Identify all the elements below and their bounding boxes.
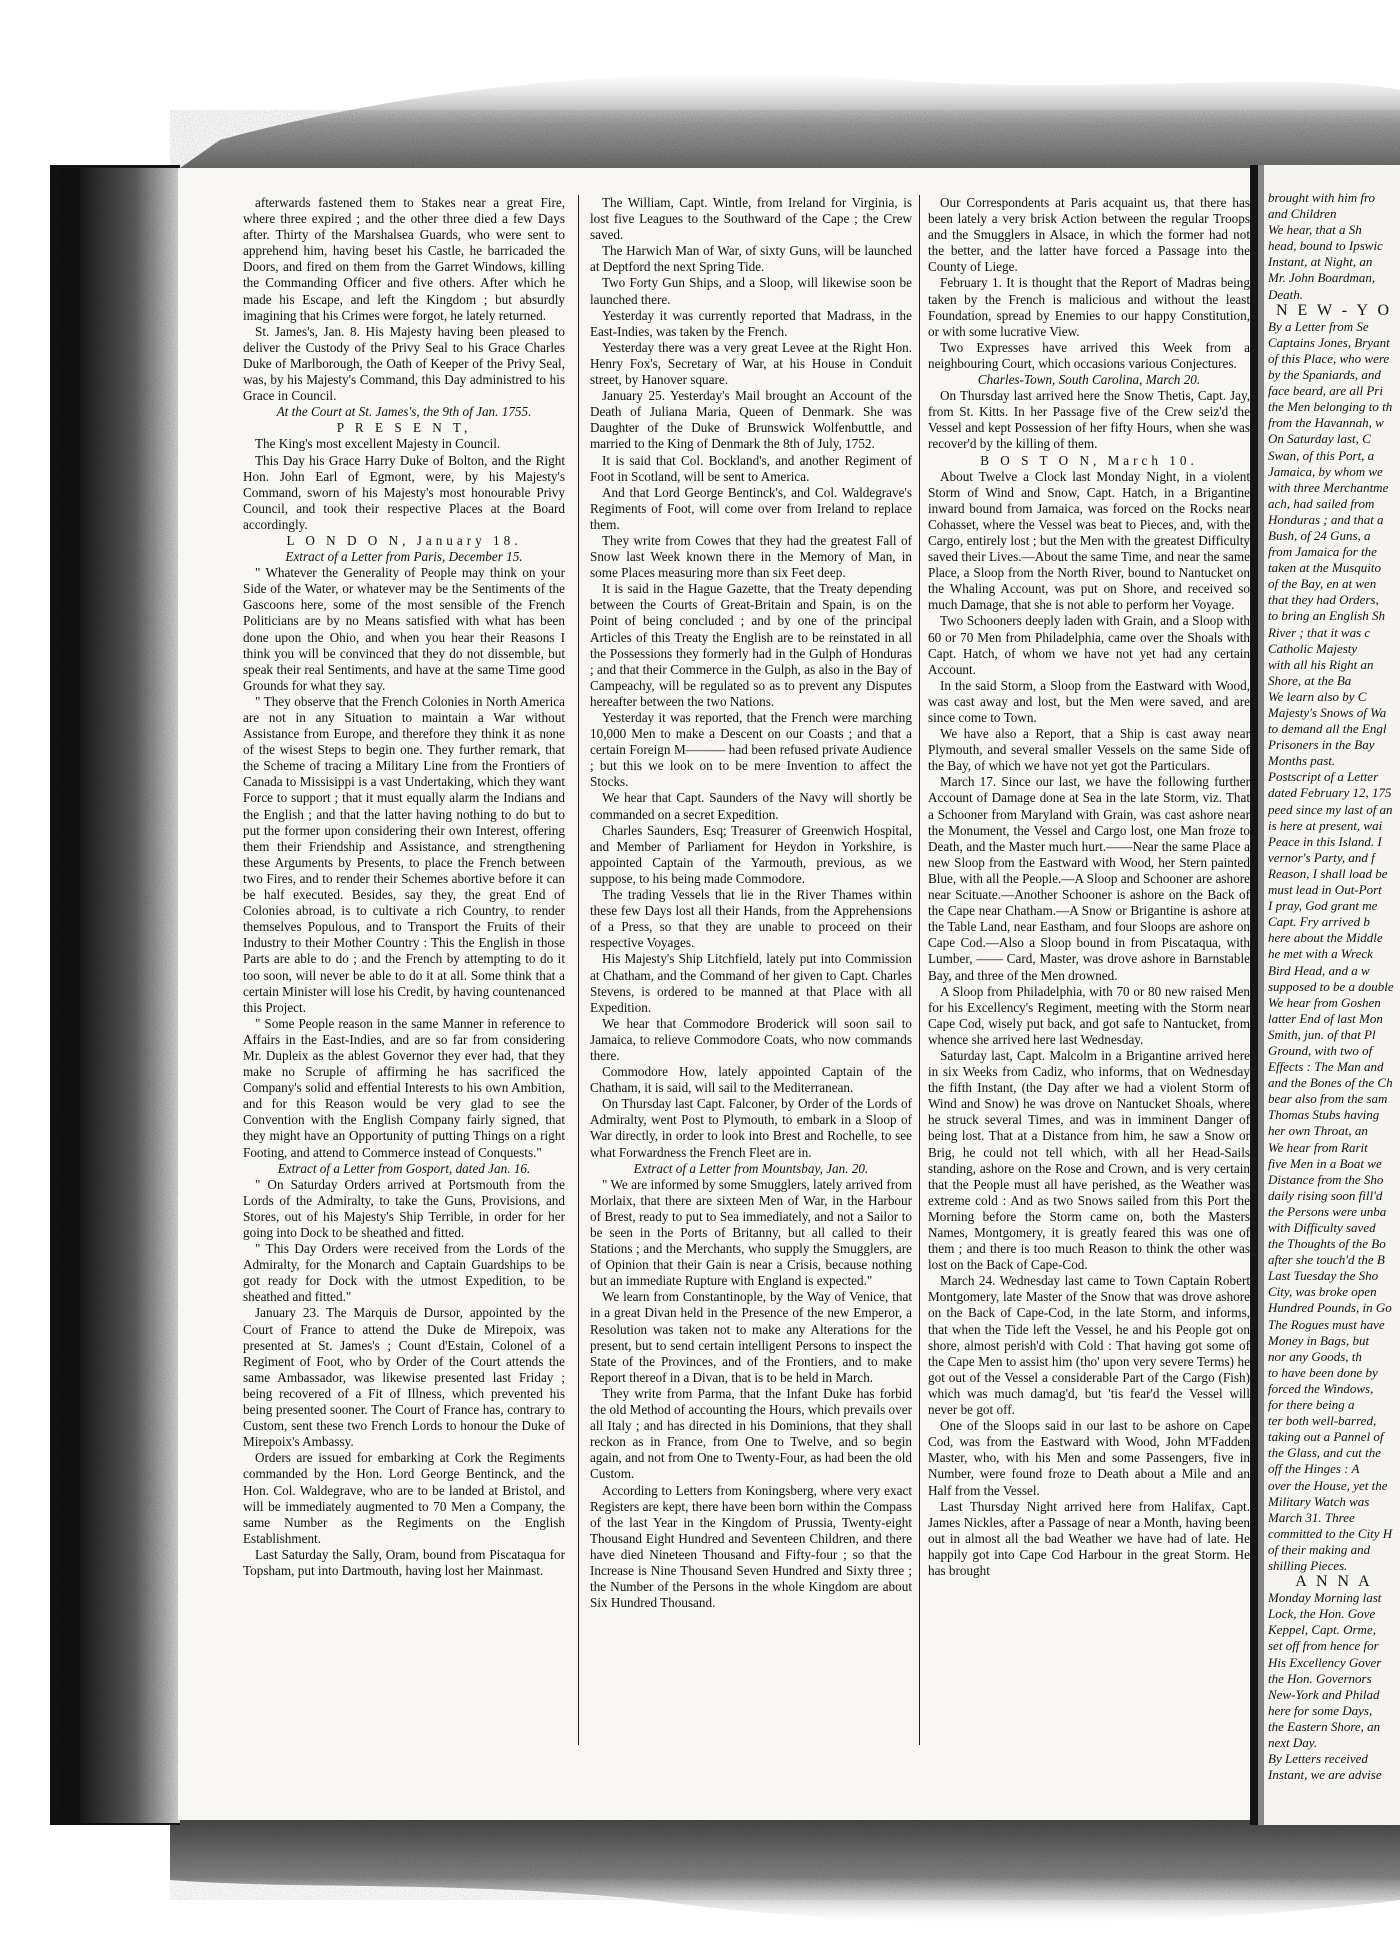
article-paragraph: " This Day Orders were received from the Lords of the Admiralty, for the Monarch and Captain Guardships to be got ready for Dock with the utmost Expedition, to be sheathed and fitted." [243, 1241, 565, 1305]
adjacent-page-line: nor any Goods, th [1268, 1348, 1362, 1364]
article-paragraph: February 1. It is thought that the Report of Madras being taken by the French is malicious and without the least Foundation, spread by Enemies to our happy Constitution, or with some lucrative View. [928, 275, 1250, 339]
article-paragraph: " They observe that the French Colonies in North America are not in any Situation to maintain a War without Assistance from Europe, and therefore they think it as none of the wisest Steps to begin one. They further remark, that the Scheme of tracing a Military Line from the Frontiers of Canada to Missisippi is a vast Undertaking, which they want Force to support ; that it must equally alarm the Indians and the English ; and that the latter having nothing to do but to put the former upon considering their own Interest, offering them their Friendship and Assistance, and strengthening these Arguments by Presents, to place the French between two Fires, and to render their Schemes abortive before it can be half executed. Besides, say they, the great End of Colonies abroad, is to cultivate a rich Country, to render themselves Populous, and to Transport the Fruits of their Industry to their Mother Country : This the English in those Parts are able to do ; and the French by attempting to do it too soon, will never be able to do it at all. Some think that a certain Minister will lose his Credit, by having countenanced this Project. [243, 693, 565, 1015]
adjacent-page-line: bear also from the sam [1268, 1091, 1388, 1107]
article-paragraph: P R E S E N T, [336, 420, 472, 436]
article-paragraph: On Thursday last Capt. Falconer, by Order of the Lords of Admiralty, went Post to Plymouth, to embark in a Sloop of War directly, in order to look into Brest and Rochelle, to see what Forwardness the French Fleet are in. [590, 1096, 912, 1160]
column-rule-2 [919, 195, 920, 1745]
newspaper-column-2 [590, 195, 912, 1755]
article-paragraph: Yesterday it was currently reported that Madrass, in the East-Indies, was taken by the French. [590, 307, 912, 339]
adjacent-page-line: Ground, with two of [1268, 1042, 1373, 1058]
adjacent-page-line: to bring an English Sh [1268, 608, 1386, 624]
article-paragraph: March 17. Since our last, we have the following further Account of Damage done at Sea in the late Storm, viz. That a Schooner from Maryland with Grain, was cast ashore near the Monument, the Vessel and Cargo lost, one Man froze to Death, and the Master much hurt.——Near the same Place a new Sloop from the Eastward with Wood, her Stern painted Blue, with all the People.—A Sloop and Schooner are ashore near Scituate.—Another Schooner is ashore on the Back of the Cape near Chatham.—A Snow or Brigantine is ashore at the Table Land, near Eastham, and four Sloops are ashore on Cape Cod.—Also a Sloop bound in from Piscataqua, with Lumber, —— Card, Master, was drove ashore in Barnstable Bay, and three of the Men drowned. [928, 774, 1250, 983]
adjacent-page-line: face beard, are all Pri [1268, 383, 1383, 399]
adjacent-page-line: Peace in this Island. I [1268, 833, 1382, 849]
adjacent-page-line: Bird Head, and a w [1268, 962, 1370, 978]
adjacent-page-line: Hundred Pounds, in Go [1268, 1300, 1392, 1316]
article-paragraph: Two Forty Gun Ships, and a Sloop, will likewise soon be launched there. [590, 275, 912, 307]
adjacent-page-line: the Hon. Governors [1268, 1670, 1372, 1686]
adjacent-page-line: Captains Jones, Bryant [1268, 334, 1390, 350]
adjacent-page-line: Majesty's Snows of Wa [1268, 705, 1387, 720]
adjacent-page-line: Distance from the Sho [1268, 1171, 1384, 1187]
adjacent-page-line: Effects : The Man and [1268, 1059, 1384, 1075]
article-paragraph: Extract of a Letter from Paris, December 15. [285, 549, 523, 565]
column-rule-1 [578, 195, 579, 1745]
adjacent-page-line: her own Throat, an [1268, 1123, 1368, 1139]
adjacent-page-line: Instant, at Night, an [1268, 254, 1373, 270]
article-paragraph: It is said in the Hague Gazette, that the Treaty depending between the Courts of Great-Britain and Spain, is on the Point of being concluded ; and by one of the principal Articles of this Treaty the English are to be reinstated in all the Possessions they formerly had in the Gulph of Honduras ; and that their Commerce in the Gulph, as also in the Bay of Campeachy, will be regulated so as to prevent any Disputes hereafter between the two Nations. [590, 581, 912, 709]
article-paragraph: L O N D O N, January 18. [286, 532, 522, 548]
adjacent-page-line: We hear, that a Sh [1268, 222, 1362, 238]
article-paragraph: The King's most excellent Majesty in Council. [255, 436, 501, 452]
adjacent-page-line: here about the Middle [1268, 930, 1383, 946]
adjacent-page-line: Prisoners in the Bay [1268, 737, 1375, 753]
adjacent-page-line: N E W - Y O [1275, 301, 1393, 319]
adjacent-page-line: that they had Orders, [1268, 592, 1379, 608]
adjacent-page-line: after she touch'd the B [1268, 1252, 1385, 1268]
adjacent-page-line: the Persons were unba [1268, 1203, 1387, 1219]
adjacent-page-line: the Men belonging to th [1268, 399, 1393, 415]
adjacent-page-line: Money in Bags, but [1268, 1332, 1370, 1348]
adjacent-page-line: Capt. Fry arrived b [1268, 914, 1370, 930]
adjacent-page-line: Thomas Stubs having [1268, 1107, 1380, 1123]
adjacent-page-line: to have been done by [1268, 1364, 1378, 1380]
adjacent-page-line: ach, had sailed from [1268, 495, 1375, 511]
newspaper-column-1 [243, 195, 565, 1755]
adjacent-page-line: must lead in Out-Port [1268, 882, 1382, 898]
adjacent-page-line: Instant, we are advise [1268, 1767, 1382, 1783]
adjacent-page-line: Smith, jun. of that Pl [1268, 1026, 1376, 1042]
article-paragraph: A Sloop from Philadelphia, with 70 or 80 new raised Men for his Excellency's Regiment, meeting with the Storm near Cape Cod, wisely put back, and got safe to Nantucket, from whence she arrived here last Wednesday. [928, 983, 1250, 1047]
article-paragraph: His Majesty's Ship Litchfield, lately put into Commission at Chatham, and the Command of her given to Capt. Charles Stevens, is ordered to be manned at that Place with all Expedition. [590, 951, 912, 1015]
article-paragraph: We hear that Commodore Broderick will soon sail to Jamaica, to relieve Commodore Coats, who now commands there. [590, 1015, 912, 1063]
adjacent-page-line: committed to the City H [1268, 1525, 1393, 1541]
article-paragraph: " Some People reason in the same Manner in reference to Affairs in the East-Indies, and are so far from considering Mr. Dupleix as the ablest Governor they ever had, that they make no Scruple of affirming he has sacrificed the Company's solid and effential Interests to his own Ambition, and for this Reason would be very glad to see the Convention with the English Company fairly signed, that they might have an Opportunity of putting Things on a right Footing, and attend to Commerce instead of Conquests." [243, 1015, 565, 1160]
article-paragraph: This Day his Grace Harry Duke of Bolton, and the Right Hon. John Earl of Egmont, were, by his Majesty's Command, sworn of his Majesty's most honourable Privy Council, and took their respective Places at the Board accordingly. [243, 452, 565, 532]
adjacent-page-line: taking out a Pannel of [1268, 1429, 1384, 1445]
adjacent-page-line: vernor's Party, and f [1268, 849, 1375, 865]
article-paragraph: They write from Parma, that the Infant Duke has forbid the old Method of accounting the Hours, which prevails over all Italy ; and has directed in his Dominions, that they shall reckon as in France, from One to Twelve, and so begin again, and not from One to Twenty-Four, as had been the old Custom. [590, 1385, 912, 1482]
adjacent-page-line: Months past. [1268, 753, 1336, 769]
article-paragraph: Yesterday there was a very great Levee at the Right Hon. Henry Fox's, Secretary of War, at his House in Conduit street, by Hanover square. [590, 339, 912, 388]
adjacent-page-line: by the Spaniards, and [1268, 367, 1381, 383]
adjacent-page-line: forced the Windows, [1268, 1380, 1374, 1396]
adjacent-page-line: By Letters received [1268, 1751, 1368, 1767]
adjacent-page-line: Honduras ; and that a [1268, 511, 1384, 527]
adjacent-page-line: Last Tuesday the Sho [1268, 1268, 1379, 1284]
adjacent-page-line: and the Bones of the Ch [1268, 1075, 1393, 1091]
adjacent-page-line: dated February 12, 175 [1268, 785, 1392, 801]
article-paragraph: We have also a Report, that a Ship is cast away near Plymouth, and several smaller Vessels on the same Side of the Bay, of which we have not yet got the Particulars. [928, 726, 1250, 774]
adjacent-page-line: of the Bay, en at wen [1268, 576, 1377, 592]
adjacent-page-line: River ; that it was c [1268, 624, 1371, 640]
adjacent-page-line: Jamaica, by whom we [1268, 463, 1383, 479]
adjacent-page-line: supposed to be a double [1268, 978, 1394, 994]
article-paragraph: " We are informed by some Smugglers, lately arrived from Morlaix, that there are sixteen Men of War, in the Harbour of Brest, ready to put to Sea immediately, and not a Sailor to be seen in the Ports of Britanny, but all called to their Stations ; and the Merchants, who supply the Smugglers, are of Opinion that their Gain is near a Crisis, because nothing but an immediate Rupture with England is expected." [590, 1176, 912, 1289]
article-paragraph: The trading Vessels that lie in the River Thames within these few Days lost all their Hands, from the Apprehensions of a Press, so that they are unable to proceed on their respective Voyages. [590, 887, 912, 951]
article-paragraph: One of the Sloops said in our last to be ashore on Cape Cod, was from the Eastward with Wood, John M'Fadden Master, who, with his Men and some Passengers, five in Number, were found froze to Death about a Mile and an Half from the Vessel. [928, 1418, 1250, 1498]
article-paragraph: At the Court at St. James's, the 9th of Jan. 1755. [276, 404, 532, 420]
article-paragraph: Charles-Town, South Carolina, March 20. [977, 372, 1201, 388]
adjacent-page-line: Monday Morning last [1268, 1590, 1382, 1606]
article-paragraph: We learn from Constantinople, by the Way of Venice, that in a great Divan held in the Presence of the new Emperor, a Resolution was taken not to make any Alterations for the present, but to send certain intelligent Persons to inspect the State of the Provinces, and of the Frontiers, and to make Report thereof in a Divan, that is to be held in March. [590, 1289, 912, 1385]
article-paragraph: Charles Saunders, Esq; Treasurer of Greenwich Hospital, and Member of Parliament for Heydon in Yorkshire, is appointed Captain of the Yarmouth, previous, as we suppose, to his being made Commodore. [590, 822, 912, 886]
adjacent-page-line: the Thoughts of the Bo [1268, 1236, 1386, 1252]
article-paragraph: On Thursday last arrived here the Snow Thetis, Capt. Jay, from St. Kitts. In her Passage five of the Crew seiz'd the Vessel and kept Possession of her fifty Hours, when she was recover'd by the killing of them. [928, 388, 1250, 452]
adjacent-page-line: City, was broke open [1268, 1284, 1377, 1300]
adjacent-page-line: We hear from Rarit [1268, 1139, 1368, 1155]
adjacent-page-line: Mr. John Boardman, [1268, 270, 1376, 286]
adjacent-page-line: he met with a Wreck [1268, 946, 1373, 962]
adjacent-page-line: Swan, of this Port, a [1268, 447, 1375, 463]
adjacent-page-line: ter both well-barred, [1268, 1413, 1377, 1429]
adjacent-page-line: Shore, at the Ba [1268, 672, 1352, 688]
article-paragraph: Last Saturday the Sally, Oram, bound from Piscataqua for Topsham, put into Dartmouth, having lost her Mainmast. [243, 1546, 565, 1578]
adjacent-page-line: New-York and Philad [1268, 1686, 1380, 1702]
newspaper-column-3 [928, 195, 1250, 1755]
adjacent-page-line: with Difficulty saved [1268, 1220, 1376, 1235]
article-paragraph: " On Saturday Orders arrived at Portsmouth from the Lords of the Admiralty, to take the Guns, Provisions, and Stores, out of his Majesty's Ship Terrible, in order for her going into Dock to be sheathed and fitted. [243, 1176, 565, 1240]
article-paragraph: Two Schooners deeply laden with Grain, and a Sloop with 60 or 70 Men from Philadelphia, came over the Shoals with Capt. Hatch, of whom we have not yet had any certain Account. [928, 613, 1250, 677]
adjacent-page-line: latter End of last Mon [1268, 1010, 1383, 1026]
adjacent-page-line: peed since my last of an [1268, 801, 1393, 817]
adjacent-page-line: Keppel, Capt. Orme, [1268, 1622, 1376, 1638]
adjacent-page-line: is here at present, wai [1268, 817, 1383, 833]
adjacent-page-line: A N N A [1295, 1573, 1373, 1591]
article-paragraph: The Harwich Man of War, of sixty Guns, will be launched at Deptford the next Spring Tide. [590, 243, 912, 275]
adjacent-page-line: from Jamaica for the [1268, 544, 1377, 560]
adjacent-page-line: Lock, the Hon. Gove [1268, 1606, 1376, 1622]
article-paragraph: Extract of a Letter from Mountsbay, Jan. 20. [633, 1160, 869, 1176]
article-paragraph: It is said that Col. Bockland's, and another Regiment of Foot in Scotland, will be sent to America. [590, 452, 912, 484]
adjacent-page-line: the Eastern Shore, an [1268, 1718, 1381, 1734]
adjacent-page-line: daily rising soon fill'd [1268, 1187, 1383, 1203]
article-paragraph: B O S T O N, March 10. [980, 452, 1198, 468]
article-paragraph: We hear that Capt. Saunders of the Navy will shortly be commanded on a secret Expedition. [590, 790, 912, 822]
article-paragraph: January 25. Yesterday's Mail brought an Account of the Death of Juliana Maria, Queen of Denmark. She was Daughter of the Duke of Brunswick Wolfenbuttle, and married to the King of Denmark the 8th of July, 1752. [590, 388, 912, 452]
adjacent-page-line: off the Hinges : A [1268, 1461, 1360, 1477]
article-paragraph: Our Correspondents at Paris acquaint us, that there has been lately a very brisk Action between the regular Troops and the Smugglers in Alsace, in which the former had not the better, and the latter have forced a Passage into the County of Liege. [928, 195, 1250, 275]
article-paragraph: afterwards fastened them to Stakes near a great Fire, where three expired ; and the other three died a few Days after. Thirty of the Marshalsea Guards, who were sent to apprehend him, having beset his Castle, he barricaded the Doors, and fired on them from the Garret Windows, killing the Commanding Officer and five others. After which he made his Escape, and left the Kingdom ; but absurdly imagining that his Crimes were forgot, he lately returned. [243, 195, 565, 323]
article-paragraph: Orders are issued for embarking at Cork the Regiments commanded by the Hon. Lord George Bentinck, and the Hon. Col. Waldegrave, who are to be landed at Bristol, and will be immediately augmented to 70 Men a Company, the same Number as the Regiments on the English Establishment. [243, 1450, 565, 1546]
adjacent-page-line: Catholic Majesty [1268, 640, 1358, 656]
article-paragraph: March 24. Wednesday last came to Town Captain Robert Montgomery, late Master of the Snow that was drove ashore on the Back of Cape-Cod, in the late Storm, and informs, that when the Tide left the Vessel, he and his People got on shore, almost perish'd with Cold : That having got some of the Cape Men to assist him (tho' upon very severe Terms) he got out of the Vessel a considerable Part of the Cargo (Fish) which was much damag'd, but 'tis fear'd the Vessel will never be got off. [928, 1273, 1250, 1418]
adjacent-page-line: the Glass, and cut the [1268, 1445, 1382, 1461]
article-paragraph: The William, Capt. Wintle, from Ireland for Virginia, is lost five Leagues to the Southward of the Cape ; the Crew saved. [590, 195, 912, 243]
adjacent-page-line: with three Merchantme [1268, 479, 1389, 495]
article-paragraph: Extract of a Letter from Gosport, dated Jan. 16. [277, 1160, 531, 1176]
article-paragraph: January 23. The Marquis de Dursor, appointed by the Court of France to attend the Duke de Mirepoix, was presented at St. James's ; Count d'Estain, Colonel of a Regiment of Foot, who by Order of the Court attends the same Ambassador, was likewise presented last Friday ; being recovered of a Fit of Illness, which prevented his being presented sooner. The Court of France has, contrary to Custom, sent these two French Lords to honour the Duke of Mirepoix's Ambassy. [243, 1305, 565, 1450]
adjacent-page-line: The Rogues must have [1268, 1316, 1385, 1332]
article-paragraph: " Whatever the Generality of People may think on your Side of the Water, or whatever may be the Sentiments of the Gascoons here, some of the most sensible of the French Politicians are by no Means satisfied with what has been done upon the Ohio, and when you hear their Reasons I think you will be convinced that they do not dissemble, but speak their real Sentiments, and have at the same Time good Grounds for what they say. [243, 565, 565, 693]
adjacent-page-line: from the Havannah, w [1268, 415, 1384, 431]
adjacent-page-line: shilling Pieces. [1268, 1557, 1348, 1573]
article-paragraph: About Twelve a Clock last Monday Night, in a violent Storm of Wind and Snow, Capt. Hatch, in a Brigantine inward bound from Jamaica, was forced on the Rocks near Cohasset, where the Vessel was beat to Pieces, and, with the Cargo, entirely lost ; but the Men with the greatest Difficulty saved their Lives.—About the same Time, and near the same Place, a Sloop from the North River, bound to Nantucket on the Whaling Account, was put on Shore, and received so much Damage, that she is not able to perform her Voyage. [928, 468, 1250, 613]
adjacent-page-line: Death. [1268, 286, 1304, 302]
article-paragraph: Saturday last, Capt. Malcolm in a Brigantine arrived here in six Weeks from Cadiz, who informs, that on Wednesday the fifth Instant, (the Day after we had a violent Storm of Wind and Snow) he was drove on Nantucket Shoals, where he struck several Times, and was in imminent Danger of being lost. That at a Distance from him, he saw a Snow or Brig, he could not tell which, with all her Head-Sails standing, ashore on the Rose and Crown, and is very certain that the People must all have perished, as the Weather was extreme cold : And as two Snows sailed from this Port the Morning before the Storm came on, both the Masters Names, Montgomery, it is greatly feared this was one of them ; and there is too much Reason to think the other was lost on the Back of Cape-Cod. [928, 1047, 1250, 1273]
adjacent-page-line: We learn also by C [1268, 688, 1367, 704]
adjacent-page-line: Military Watch was [1268, 1493, 1370, 1509]
article-paragraph: And that Lord George Bentinck's, and Col. Waldegrave's Regiments of Foot, will come over from Ireland to replace them. [590, 484, 912, 532]
adjacent-page-line: March 31. Three [1268, 1509, 1355, 1525]
adjacent-page-line: with all his Right an [1268, 656, 1374, 672]
adjacent-page-line: next Day. [1268, 1735, 1318, 1750]
article-paragraph: Commodore How, lately appointed Captain of the Chatham, it is said, will sail to the Mediterranean. [590, 1064, 912, 1096]
adjacent-page-line: taken at the Musquito [1268, 560, 1382, 576]
adjacent-page-line: Postscript of a Letter [1268, 769, 1379, 785]
adjacent-page-line: of this Place, who were [1268, 350, 1390, 366]
adjacent-page-line: On Saturday last, C [1268, 431, 1371, 447]
adjacent-page-line: We hear from Goshen [1268, 994, 1381, 1010]
adjacent-page-line: Bush, of 24 Guns, a [1268, 527, 1371, 543]
adjacent-page-line: brought with him fro [1268, 190, 1376, 205]
adjacent-page-line: Reason, I shall load be [1268, 865, 1388, 881]
article-paragraph: Last Thursday Night arrived here from Halifax, Capt. James Nickles, after a Passage of near a Month, having been out in almost all the bad Weather we have had of late. He happily got into Cape Cod Harbour in the great Storm. He has brought [928, 1498, 1250, 1578]
adjacent-page-line: I pray, God grant me [1268, 898, 1378, 914]
article-paragraph: According to Letters from Koningsberg, where very exact Registers are kept, there have been born within the Compass of the last Year in the Kingdom of Prussia, Twenty-eight Thousand Eight Hundred and Seventeen Children, and there have died Nineteen Thousand and Fifty-four ; so that the Increase is Nine Thousand Seven Hundred and Sixty three ; the Number of the Persons in the whole Kingdom are about Six Hundred Thousand. [590, 1482, 912, 1611]
article-paragraph: St. James's, Jan. 8. His Majesty having been pleased to deliver the Custody of the Privy Seal to his Grace Charles Duke of Marlborough, the Oath of Keeper of the Privy Seal, was, by his Majesty's Command, this Day administred to his Grace in Council. [243, 323, 565, 404]
adjacent-page-fragment [1268, 190, 1400, 1783]
adjacent-page-line: head, bound to Ipswic [1268, 238, 1383, 254]
adjacent-page-line: over the House, yet the [1268, 1477, 1388, 1493]
article-paragraph: In the said Storm, a Sloop from the Eastward with Wood, was cast away and lost, but the Men were saved, and are since come to Town. [928, 677, 1250, 725]
adjacent-page-line: five Men in a Boat we [1268, 1155, 1382, 1171]
adjacent-page-line: By a Letter from Se [1268, 318, 1369, 334]
article-paragraph: Yesterday it was reported, that the French were marching 10,000 Men to make a Descent on our Coasts ; and that a certain Foreign M——— had been refused private Audience ; but this we look on to be mere Invention to affect the Stocks. [590, 710, 912, 790]
article-paragraph: Two Expresses have arrived this Week from a neighbouring Court, which occasions various Conjectures. [928, 339, 1250, 371]
adjacent-page-line: to demand all the Engl [1268, 721, 1387, 737]
adjacent-page-line: for there being a [1268, 1397, 1355, 1413]
adjacent-page-line: here for some Days, [1268, 1702, 1373, 1718]
adjacent-page-line: of their making and [1268, 1541, 1371, 1557]
article-paragraph: They write from Cowes that they had the greatest Fall of Snow last Week known there in the Memory of Man, in some Places measuring more than six Feet deep. [590, 532, 912, 581]
adjacent-page-line: and Children [1268, 206, 1337, 222]
adjacent-page-line: His Excellency Gover [1268, 1654, 1382, 1670]
adjacent-page-line: set off from hence for [1268, 1638, 1379, 1654]
